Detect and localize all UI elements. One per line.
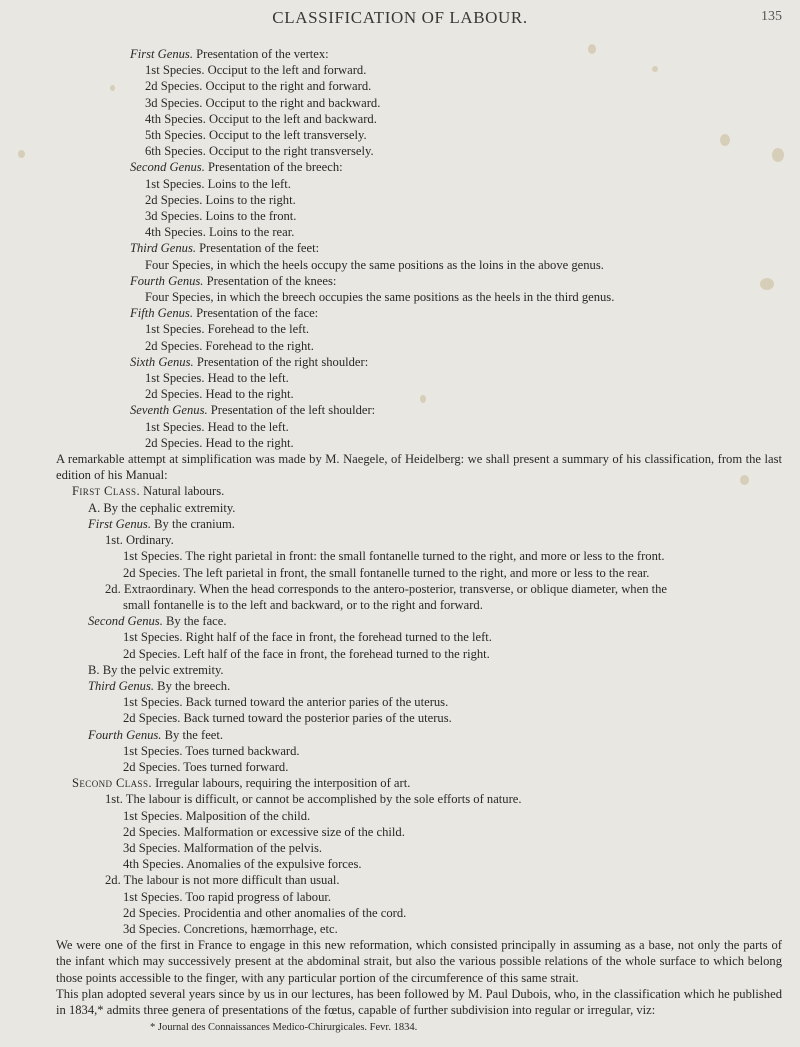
line-text: By the cranium. bbox=[150, 516, 235, 531]
line-text: Presentation of the vertex: bbox=[192, 47, 329, 61]
text-line: 1st Species. Forehead to the left. bbox=[145, 322, 310, 337]
text-line bbox=[0, 775, 800, 791]
text-line: 1st Species. Back turned toward the anterior paries of the uterus. bbox=[123, 695, 449, 710]
text-line: 1st. Ordinary. bbox=[105, 533, 174, 548]
text-line: A. By the cephalic extremity. bbox=[88, 500, 236, 515]
text-line: 2d Species. Back turned toward the posterior paries of the uterus. bbox=[123, 711, 452, 726]
text-line: 1st Species. Toes turned backward. bbox=[123, 743, 300, 758]
text-line: 2d Species. The left parietal in front, the small fontanelle turned to the right, and more or less to the rear. bbox=[123, 565, 650, 580]
text-line: 1st Species. Loins to the left. bbox=[145, 176, 291, 191]
text-line: 2d. The labour is not more difficult than usual. bbox=[105, 873, 340, 888]
text-line: small fontanelle is to the left and backward, or to the right and forward. bbox=[123, 597, 483, 612]
genus-heading: Fifth Genus. bbox=[130, 306, 193, 321]
text-line bbox=[0, 516, 800, 532]
genus-heading: Third Genus. bbox=[88, 678, 155, 693]
footnote: * Journal des Connaissances Medico-Chirurgicales. Fevr. 1834. bbox=[150, 1022, 418, 1034]
line-text: Natural labours. bbox=[140, 484, 225, 499]
running-header bbox=[0, 6, 800, 30]
text-line: 2d. Extraordinary. When the head corresponds to the antero-posterior, transverse, or oblique diameter, when the bbox=[105, 581, 668, 596]
text-line: 2d Species. Head to the right. bbox=[145, 387, 294, 402]
text-line: 3d Species. Loins to the front. bbox=[145, 209, 297, 224]
line-text: Presentation of the right shoulder: bbox=[193, 354, 369, 369]
genus-heading: Seventh Genus. bbox=[130, 403, 208, 418]
genus-heading: Sixth Genus. bbox=[130, 354, 194, 369]
line-text: Irregular labours, requiring the interposition of art. bbox=[151, 776, 411, 791]
text-line: 4th Species. Loins to the rear. bbox=[145, 225, 295, 240]
text-line: 1st Species. Head to the left. bbox=[145, 371, 289, 386]
text-line bbox=[0, 240, 800, 256]
line-text: Presentation of the breech: bbox=[204, 160, 343, 175]
text-line: 6th Species. Occiput to the right transversely. bbox=[145, 144, 374, 159]
text-line bbox=[0, 305, 800, 321]
text-line: 2d Species. Head to the right. bbox=[145, 435, 294, 450]
text-line: 1st Species. Too rapid progress of labour. bbox=[123, 889, 332, 904]
line-text: By the breech. bbox=[154, 678, 231, 693]
text-line bbox=[0, 727, 800, 743]
text-line: 2d Species. Toes turned forward. bbox=[123, 759, 289, 774]
line-text: By the face. bbox=[162, 614, 227, 629]
line-text: Presentation of the left shoulder: bbox=[207, 403, 376, 418]
line-text: Presentation of the feet: bbox=[196, 241, 320, 256]
text-line: 1st Species. Head to the left. bbox=[145, 419, 289, 434]
text-line: 1st Species. The right parietal in front: the small fontanelle turned to the right, and more or less to the front. bbox=[123, 549, 665, 564]
text-line: 4th Species. Occiput to the left and backward. bbox=[145, 111, 377, 126]
text-line bbox=[0, 159, 800, 175]
text-line: 1st Species. Right half of the face in front, the forehead turned to the left. bbox=[123, 630, 492, 645]
text-line: 1st Species. Occiput to the left and forward. bbox=[145, 63, 367, 78]
text-line bbox=[0, 46, 800, 62]
text-line: 1st Species. Malposition of the child. bbox=[123, 808, 311, 823]
line-text: By the feet. bbox=[161, 727, 224, 742]
text-line bbox=[0, 613, 800, 629]
text-line bbox=[0, 273, 800, 289]
text-line: 4th Species. Anomalies of the expulsive forces. bbox=[123, 857, 362, 872]
text-line: We were one of the first in France to engage in this new reformation, which consisted principally in assuming as a base, not only the parts of the infant which may successively present at the abdominal strait, but also the various possible relations of the whole surface to which belong those points accessible to the finger, with any particular portion of the circumference of this same strait. bbox=[56, 938, 782, 985]
text-line bbox=[0, 402, 800, 418]
text-line: Four Species, in which the heels occupy the same positions as the loins in the above genus. bbox=[145, 257, 604, 272]
genus-heading: Fourth Genus. bbox=[130, 273, 204, 288]
text-line: B. By the pelvic extremity. bbox=[88, 662, 224, 677]
class-heading: First Class. bbox=[72, 484, 141, 499]
text-line: 3d Species. Malformation of the pelvis. bbox=[123, 840, 323, 855]
line-text: Presentation of the knees: bbox=[203, 273, 337, 288]
text-line bbox=[0, 678, 800, 694]
text-line: 5th Species. Occiput to the left transversely. bbox=[145, 128, 367, 143]
text-line: A remarkable attempt at simplification was made by M. Naegele, of Heidelberg: we shall present a summary of his classification, from the last edition of his Manual: bbox=[56, 452, 782, 483]
text-line: 2d Species. Left half of the face in front, the forehead turned to the right. bbox=[123, 646, 490, 661]
running-title: CLASSIFICATION OF LABOUR. bbox=[272, 8, 528, 27]
genus-heading: Second Genus. bbox=[130, 160, 205, 175]
text-line bbox=[0, 354, 800, 370]
genus-heading: First Genus. bbox=[88, 516, 151, 531]
text-line bbox=[0, 483, 800, 499]
page-body bbox=[0, 46, 800, 1036]
text-line: Four Species, in which the breech occupies the same positions as the heels in the third genus. bbox=[145, 290, 615, 305]
text-line: This plan adopted several years since by us in our lectures, has been followed by M. Paul Dubois, who, in the classification which he published in 1834,* admits three genera of presentations of the fœtus, capable of further subdivision into regular or irregular, viz: bbox=[56, 986, 782, 1017]
text-line: 3d Species. Occiput to the right and backward. bbox=[145, 95, 381, 110]
line-text: Presentation of the face: bbox=[192, 306, 319, 321]
text-line: 1st. The labour is difficult, or cannot be accomplished by the sole efforts of nature. bbox=[105, 792, 522, 807]
genus-heading: Fourth Genus. bbox=[88, 727, 162, 742]
genus-heading: First Genus. bbox=[130, 47, 193, 61]
class-heading: Second Class. bbox=[72, 776, 152, 791]
text-line: 2d Species. Loins to the right. bbox=[145, 192, 296, 207]
text-line: 2d Species. Forehead to the right. bbox=[145, 338, 314, 353]
genus-heading: Third Genus. bbox=[130, 241, 197, 256]
text-line: 2d Species. Malformation or excessive size of the child. bbox=[123, 824, 405, 839]
text-line: 2d Species. Occiput to the right and forward. bbox=[145, 79, 372, 94]
genus-heading: Second Genus. bbox=[88, 614, 163, 629]
text-line: 2d Species. Procidentia and other anomalies of the cord. bbox=[123, 905, 407, 920]
page-number: 135 bbox=[761, 9, 782, 24]
text-line: 3d Species. Concretions, hæmorrhage, etc. bbox=[123, 921, 338, 936]
